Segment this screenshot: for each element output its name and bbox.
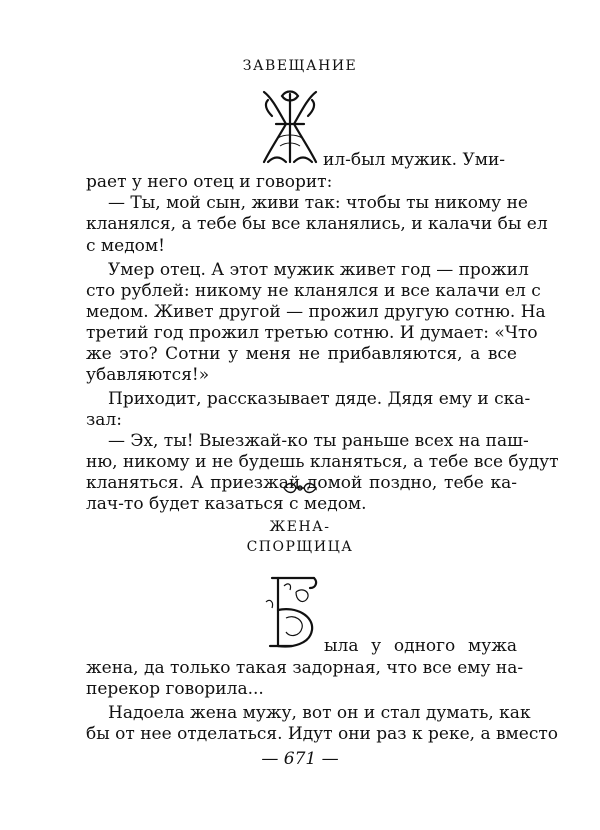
text-line: рает у него отец и говорит: [86, 172, 333, 192]
text-line: Умер отец. А этот мужик живет год — прожил [108, 260, 529, 280]
text-line: же это? Сотни у меня не прибавляются, а все [86, 344, 517, 364]
text-line: кланяться. А приезжай домой поздно, тебе ка- [86, 473, 517, 493]
drop-cap-b-icon [262, 572, 324, 652]
story-title: ЗАВЕЩАНИЕ [242, 58, 358, 74]
page-number: — 671 — [261, 749, 339, 769]
text-line: жена, да только такая задорная, что все ему на- [86, 658, 524, 678]
text-line: перекор говорила... [86, 679, 264, 699]
text-line: с медом! [86, 236, 165, 256]
text-line: кланялся, а тебе бы все кланялись, и калачи бы ел [86, 214, 548, 234]
text-line: — Эх, ты! Выезжай-ко ты раньше всех на паш- [108, 431, 529, 451]
story-title-line-1: ЖЕНА- [269, 519, 331, 535]
text-line: Приходит, рассказывает дяде. Дядя ему и ска- [108, 389, 531, 409]
text-line: медом. Живет другой — прожил другую сотню. На [86, 302, 546, 322]
text-line: зал: [86, 410, 122, 430]
text-line: третий год прожил третью сотню. И думает: «Что [86, 323, 538, 343]
text-line: ил-был мужик. Уми- [323, 150, 506, 170]
text-line: лач-то будет казаться с медом. [86, 494, 367, 514]
drop-cap-zh-icon [258, 88, 322, 166]
text-line: ыла у одного мужа [324, 636, 517, 656]
text-line: Надоела жена мужу, вот он и стал думать, как [108, 703, 531, 723]
text-line: бы от нее отделаться. Идут они раз к реке, а вместо [86, 724, 558, 744]
text-line: — Ты, мой сын, живи так: чтобы ты никому не [108, 193, 528, 213]
text-line: убавляются!» [86, 365, 210, 385]
text-line: сто рублей: никому не кланялся и все калачи ел с [86, 281, 541, 301]
text-line: ню, никому и не будешь кланяться, а тебе все будут [86, 452, 559, 472]
ornament-divider-icon [280, 479, 320, 497]
story-title-line-2: СПОРЩИЦА [246, 539, 354, 555]
